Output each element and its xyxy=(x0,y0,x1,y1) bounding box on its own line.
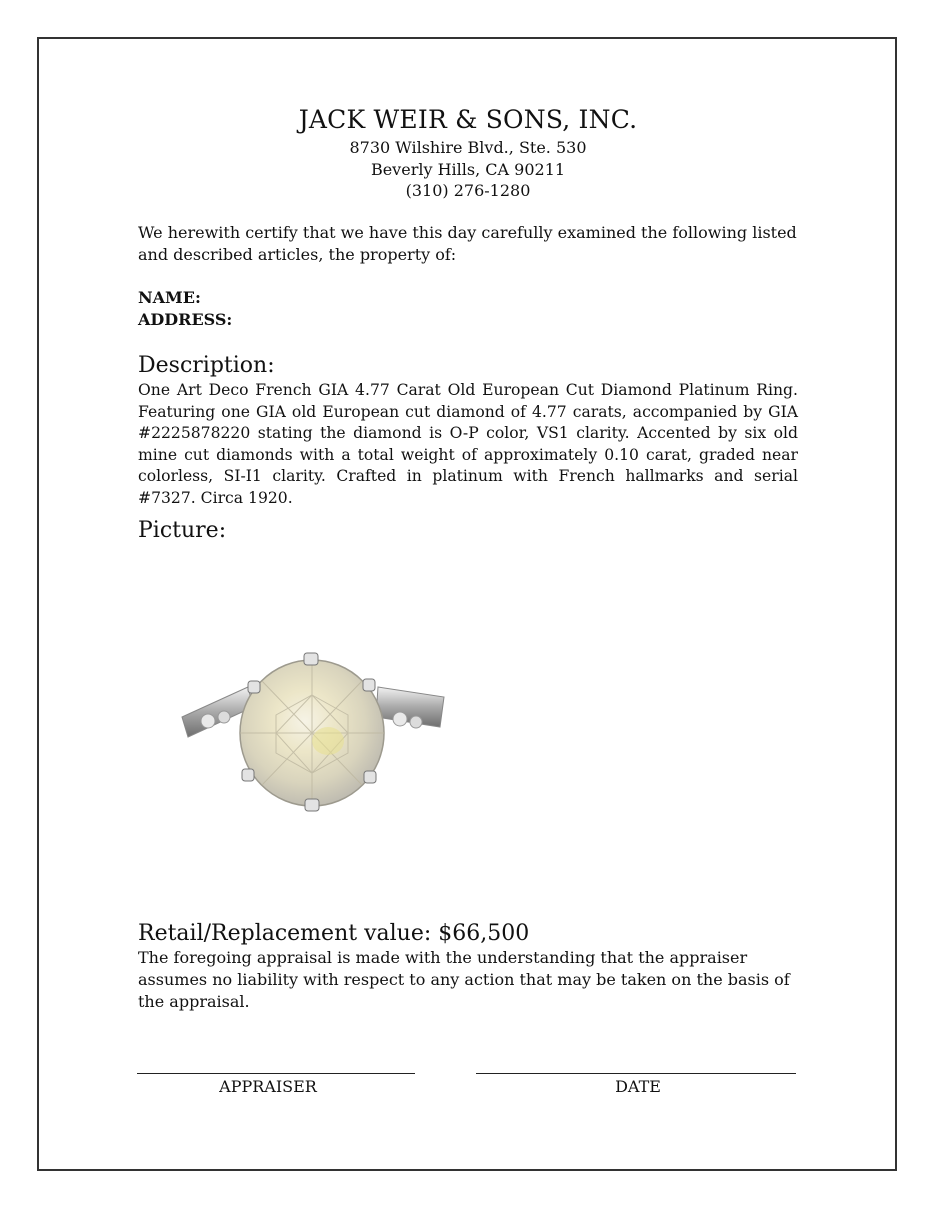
appraiser-label: APPRAISER xyxy=(219,1077,317,1096)
description-text: One Art Deco French GIA 4.77 Carat Old European Cut Diamond Platinum Ring. Featuring one GIA old European cut diamond of 4.77 carats, accompanied by GIA #2225878220 stating the diamond is O-P color, VS1 clarity. Accented by six old mine cut diamonds with a total weight of approximately 0.10 carat, graded near colorless, SI-I1 clarity. Crafted in platinum with French hallmarks and serial #7327. Circa 1920. xyxy=(138,381,798,507)
diamond-ring-image xyxy=(178,645,450,815)
date-label: DATE xyxy=(615,1077,661,1096)
name-label: NAME: xyxy=(138,288,201,307)
address-label: ADDRESS: xyxy=(138,310,233,329)
retail-value: Retail/Replacement value: $66,500 xyxy=(138,921,530,946)
address-line-2: Beverly Hills, CA 90211 xyxy=(370,160,566,179)
address-line-1: 8730 Wilshire Blvd., Ste. 530 xyxy=(349,138,587,157)
description-heading: Description: xyxy=(138,353,275,378)
date-signature-line xyxy=(476,1073,796,1074)
disclaimer-text: The foregoing appraisal is made with the understanding that the appraiser assumes no liability with respect to any action that may be taken on the basis of the appraisal. xyxy=(138,948,790,1011)
company-name: JACK WEIR & SONS, INC. xyxy=(298,105,638,134)
phone-number: (310) 276-1280 xyxy=(405,181,531,200)
certification-statement: We herewith certify that we have this day carefully examined the following listed and described articles, the property of: xyxy=(138,223,797,264)
picture-heading: Picture: xyxy=(138,518,227,543)
appraiser-signature-line xyxy=(137,1073,415,1074)
